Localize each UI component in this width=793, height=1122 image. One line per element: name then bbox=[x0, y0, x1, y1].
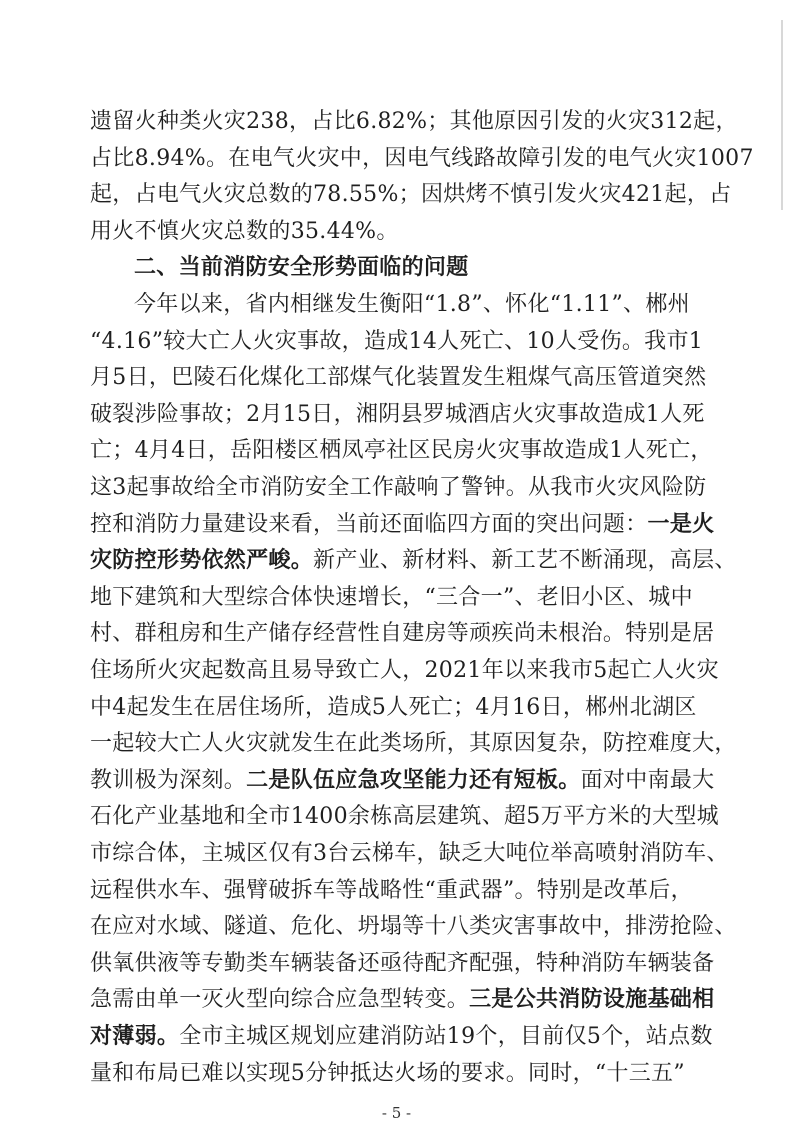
emphasis-text: 二是队伍应急攻坚能力还有短板。 bbox=[246, 767, 581, 793]
body-line: 这3起事故给全市消防安全工作敲响了警钟。从我市火灾风险防 bbox=[90, 475, 707, 500]
emphasis-text: 三是公共消防设施基础相 bbox=[469, 987, 715, 1013]
body-line: 村、群租房和生产储存经营性自建房等顽疾尚未根治。特别是居 bbox=[90, 621, 715, 647]
section-heading: 二、当前消防安全形势面临的问题 bbox=[134, 255, 469, 281]
scan-edge-mark bbox=[781, 20, 783, 210]
body-line: 一起较大亡人火灾就发生在此类场所，其原因复杂，防控难度大， bbox=[90, 731, 737, 757]
body-line: 遗留火种类火灾238，占比6.82%；其他原因引发的火灾312起， bbox=[90, 109, 738, 134]
body-line bbox=[90, 543, 737, 579]
body-line bbox=[90, 1019, 713, 1055]
body-text: 控和消防力量建设来看，当前还面临四方面的突出问题： bbox=[90, 511, 648, 537]
body-line: 破裂涉险事故；2月15日，湘阴县罗城酒店火灾事故造成1人死 bbox=[90, 401, 705, 427]
body-line: 起，占电气火灾总数的78.55%；因烘烤不慎引发火灾421起，占 bbox=[90, 182, 732, 208]
body-line bbox=[90, 982, 714, 1018]
body-text: 教训极为深刻。 bbox=[90, 767, 247, 793]
body-text: 新产业、新材料、新工艺不断涌现，高层、 bbox=[313, 548, 737, 574]
body-line: 石化产业基地和全市1400余栋高层建筑、超5万平方米的大型城 bbox=[90, 804, 719, 830]
body-text: 急需由单一灭火型向综合应急型转变。 bbox=[90, 987, 470, 1013]
body-line: 在应对水域、隧道、危化、坍塌等十八类灾害事故中，排涝抢险、 bbox=[90, 914, 737, 940]
body-line bbox=[90, 507, 714, 543]
body-line: 远程供水车、强臂破拆车等战略性“重武器”。特别是改革后， bbox=[90, 877, 693, 903]
body-text: 面对中南最大 bbox=[580, 767, 715, 793]
emphasis-text: 对薄弱。 bbox=[90, 1024, 180, 1049]
emphasis-text: 一是火 bbox=[647, 511, 715, 537]
body-line: 市综合体，主城区仅有3台云梯车，缺乏大吨位举高喷射消防车、 bbox=[90, 841, 729, 866]
body-line: 月5日，巴陵石化煤化工部煤气化装置发生粗煤气高压管道突然 bbox=[90, 365, 707, 391]
body-line: 占比8.94%。在电气火灾中，因电气线路故障引发的电气火灾1007 bbox=[90, 145, 754, 171]
body-line: 亡；4月4日，岳阳楼区栖凤亭社区民房火灾事故造成1人死亡， bbox=[90, 438, 713, 464]
emphasis-text: 灾防控形势依然严峻。 bbox=[90, 548, 314, 574]
body-line: 地下建筑和大型综合体快速增长，“三合一”、老旧小区、城中 bbox=[90, 584, 693, 610]
body-line bbox=[90, 763, 714, 799]
body-line: 供氧供液等专勤类车辆装备还亟待配齐配强，特种消防车辆装备 bbox=[90, 950, 715, 976]
body-line: 今年以来，省内相继发生衡阳“1.8”、怀化“1.11”、郴州 bbox=[134, 292, 690, 317]
body-line: 用火不慎火灾总数的35.44%。 bbox=[90, 218, 399, 244]
page-number: - 5 - bbox=[381, 1104, 412, 1122]
body-text: 全市主城区规划应建消防站19个，目前仅5个，站点数 bbox=[179, 1024, 713, 1049]
body-line: “4.16”较大亡人火灾事故，造成14人死亡、10人受伤。我市1 bbox=[90, 328, 704, 354]
body-line: 量和布局已难以实现5分钟抵达火场的要求。同时，“十三五” bbox=[90, 1060, 685, 1086]
body-line: 中4起发生在居住场所，造成5人死亡；4月16日，郴州北湖区 bbox=[90, 694, 697, 720]
body-line: 住场所火灾起数高且易导致亡人，2021年以来我市5起亡人火灾 bbox=[90, 658, 719, 683]
